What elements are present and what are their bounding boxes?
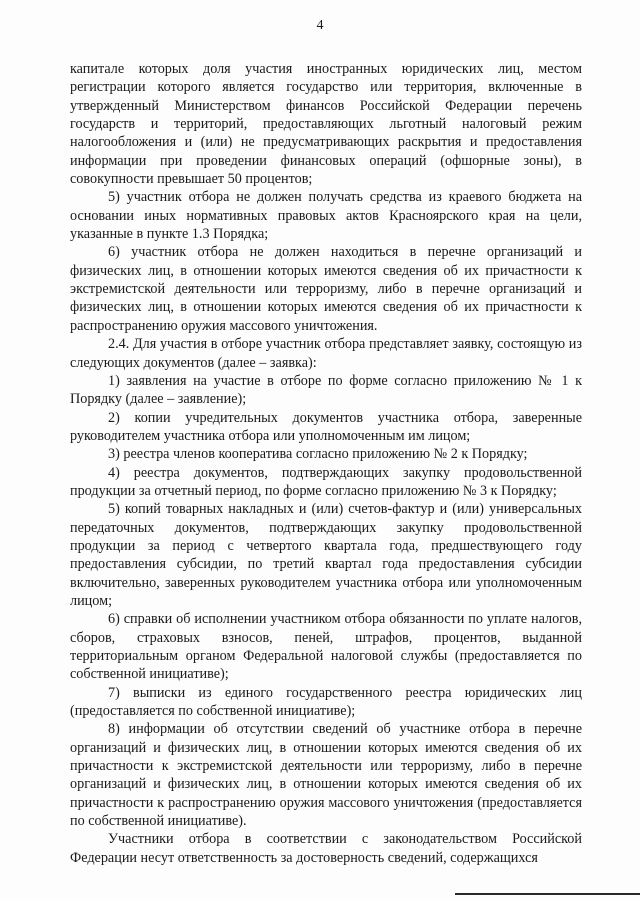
paragraph-continuation: капитале которых доля участия иностранных юридических лиц, местом регистрации которого является государство или территория, включенные в утвержденный Министерством финансов Российской Федерации перечень государств и территорий, предоставляющих льготный налоговый режим налогообложения и (или) не предусматривающих раскрытия и предоставления информации при проведении финансовых операций (офшорные зоны), в совокупности превышает 50 процентов; [70,61,582,188]
page-number: 4 [316,18,324,33]
paragraph-2-4-application: 2.4. Для участия в отборе участник отбора представляет заявку, состоящую из следующих документов (далее – заявка): [70,336,582,371]
paragraph-doc-3: 3) реестра членов кооператива согласно приложению № 2 к Порядку; [108,446,528,463]
paragraph-doc-1: 1) заявления на участие в отборе по форме согласно приложению № 1 к Порядку (далее – заявление); [70,372,582,408]
bottom-edge-line [455,893,640,895]
paragraph-doc-2: 2) копии учредительных документов участника отбора, заверенные руководителем участника отбора или уполномоченным им лицом; [70,409,582,444]
document-body [70,60,582,867]
paragraph-doc-7: 7) выписки из единого государственного реестра юридических лиц (предоставляется по собственной инициативе); [70,684,582,720]
paragraph-item-5-budget: 5) участник отбора не должен получать средства из краевого бюджета на основании иных нормативных правовых актов Красноярского края на цели, указанные в пункте 1.3 Порядка; [70,189,582,243]
paragraph-responsibility: Участники отбора в соответствии с законодательством Российской Федерации несут ответственность за достоверность сведений, содержащихся [70,831,582,866]
paragraph-doc-5: 5) копий товарных накладных и (или) счетов-фактур и (или) универсальных передаточных документов, подтверждающих закупку продовольственной продукции за период с четвертого квартала года, предшествующего году предоставления субсидии, по третий квартал года предоставления субсидии включительно, заверенных руководителем участника отбора или уполномоченным лицом; [70,501,582,609]
paragraph-doc-4: 4) реестра документов, подтверждающих закупку продовольственной продукции за отчетный период, по форме согласно приложению № 3 к Порядку; [70,464,582,499]
paragraph-item-6-extremism: 6) участник отбора не должен находиться в перечне организаций и физических лиц, в отношении которых имеются сведения об их причастности к экстремистской деятельности или терроризму, либо в перечне организаций и физических лиц, в отношении которых имеются сведения об их причастности к распространению оружия массового уничтожения. [70,244,582,334]
paragraph-doc-8: 8) информации об отсутствии сведений об участнике отбора в перечне организаций и физических лиц, в отношении которых имеются сведения об их причастности к экстремистской деятельности или терроризму, либо в перечне организаций и физических лиц, в отношении которых имеются сведения об их причастности к распространению оружия массового уничтожения (предоставляется по собственной инициативе). [70,721,582,830]
paragraph-doc-6: 6) справки об исполнении участником отбора обязанности по уплате налогов, сборов, страховых взносов, пеней, штрафов, процентов, выданной территориальным органом Федеральной налоговой службы (предоставляется по собственной инициативе); [70,611,582,683]
